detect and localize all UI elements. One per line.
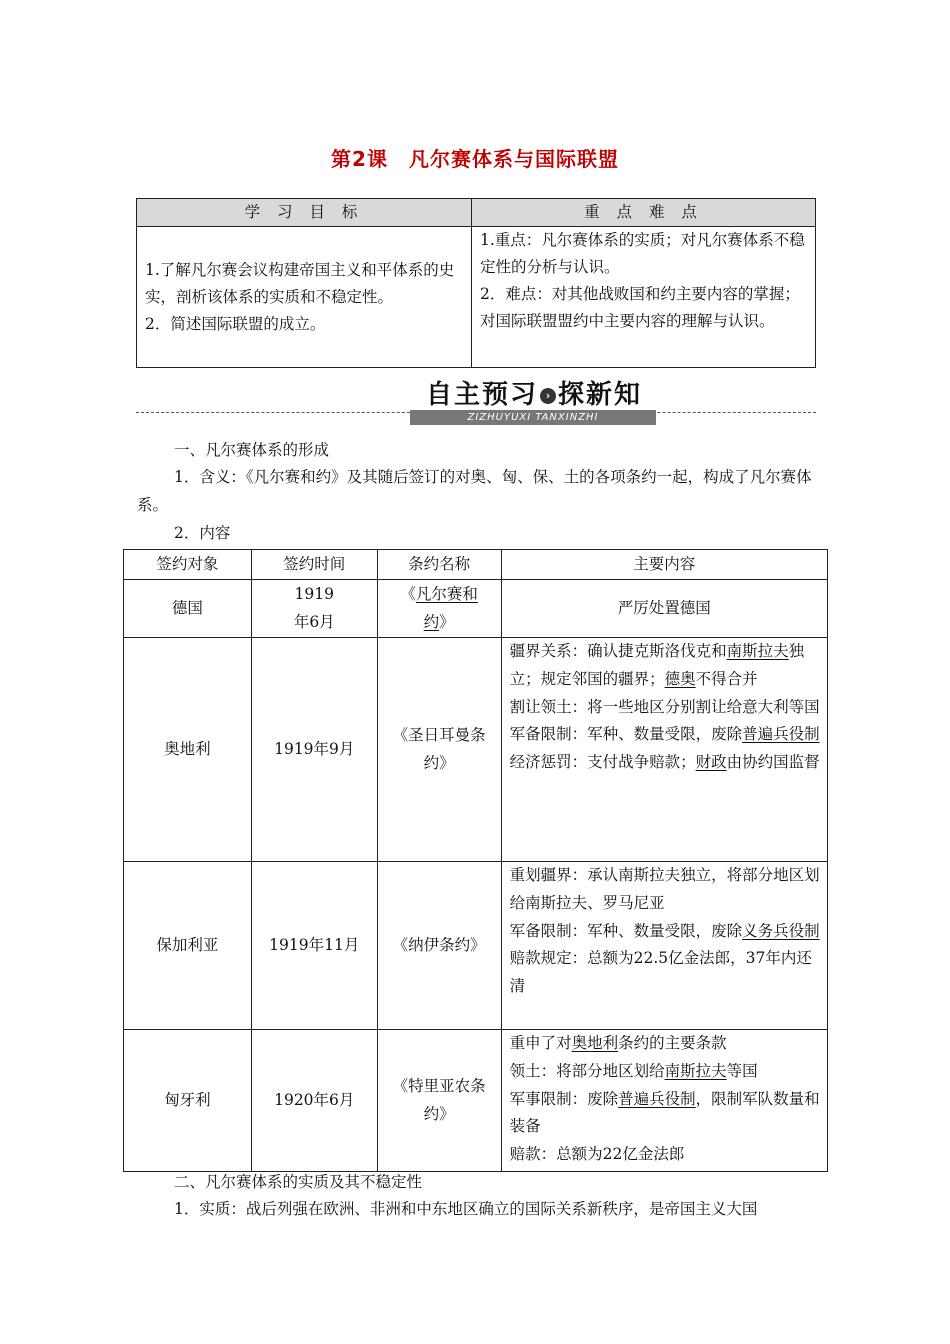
table-header: 签约时间 <box>251 550 377 580</box>
content-line <box>510 721 821 749</box>
content-text: 重申了对 <box>509 1034 572 1052</box>
content-cell <box>501 638 827 862</box>
party-cell: 保加利亚 <box>124 862 252 1030</box>
table-header: 主要内容 <box>501 550 827 580</box>
content-line <box>510 1058 821 1086</box>
content-line: 赔款：总额为22亿金法郎 <box>509 1145 685 1164</box>
content-text: 军备限制：军种、数量受限，废除 <box>509 921 743 940</box>
table-row <box>124 862 828 1030</box>
treaty-table <box>123 549 828 1172</box>
underlined-text: 普遍兵役制 <box>618 1089 696 1108</box>
section-banner <box>410 374 656 426</box>
page-title: 第2课 凡尔赛体系与国际联盟 <box>331 147 619 171</box>
content-line <box>510 918 821 946</box>
party-cell: 德国 <box>124 580 252 638</box>
section1-paragraph-2: 2．内容 <box>174 524 231 542</box>
treaty-bracket: 》 <box>439 612 455 631</box>
content-line: 赔款规定：总额为22.5亿金法郎，37年内还清 <box>509 949 812 996</box>
banner-subtitle: ZIZHUYUXI TANXINZHI <box>410 410 656 425</box>
content-line: 割让领土：将一些地区分别割让给意大利等国 <box>509 697 820 716</box>
content-text: 疆界关系：确认捷克斯洛伐克和 <box>509 642 727 660</box>
content-text: 独立；规定邻国的疆界； <box>509 642 805 688</box>
party-cell: 匈牙利 <box>124 1030 252 1172</box>
section2-paragraph-1: 1．实质：战后列强在欧洲、非洲和中东地区确立的国际关系新秩序，是帝国主义大国 <box>174 1200 758 1218</box>
underlined-text: 普遍兵役制 <box>742 725 820 744</box>
time-cell: 1919年9月 <box>251 638 377 862</box>
section1-heading: 一、凡尔赛体系的形成 <box>174 441 330 459</box>
chevron-right-icon: › <box>540 388 556 404</box>
learning-goals-cell <box>137 227 472 368</box>
time-cell: 1919年6月 <box>251 580 377 638</box>
learning-goal-1: 1.了解凡尔赛会议构建帝国主义和平体系的史实，剖析该体系的实质和不稳定性。 <box>145 260 455 306</box>
treaty-cell: 《圣日耳曼条约》 <box>377 638 501 862</box>
content-text: 经济惩罚：支付战争赔款； <box>509 753 696 772</box>
table-row <box>124 638 828 862</box>
key-point-1: 1.重点：凡尔赛体系的实质；对凡尔赛体系不稳定性的分析与认识。 <box>480 231 805 276</box>
treaty-cell: 《特里亚农条约》 <box>377 1030 501 1172</box>
underlined-text: 德奥 <box>664 669 696 688</box>
key-points-cell <box>472 227 816 368</box>
banner-title-left: 自主预习 <box>426 380 539 410</box>
time-cell: 1919年11月 <box>251 862 377 1030</box>
banner-title-right: 探新知 <box>558 380 643 410</box>
content-line <box>510 749 821 777</box>
party-cell: 奥地利 <box>124 638 252 862</box>
content-line: 重划疆界：承认南斯拉夫独立，将部分地区划给南斯拉夫、罗马尼亚 <box>509 866 820 912</box>
section2-heading: 二、凡尔赛体系的实质及其不稳定性 <box>174 1173 423 1191</box>
underlined-text: 义务兵役制 <box>742 921 820 940</box>
content-text: 领土：将部分地区划给 <box>509 1061 665 1080</box>
content-line <box>510 1030 821 1058</box>
objectives-header-right: 重 点 难 点 <box>472 199 816 227</box>
content-text: 等国 <box>726 1061 758 1080</box>
content-cell: 严厉处置德国 <box>501 580 827 638</box>
table-header: 条约名称 <box>377 550 501 580</box>
content-line <box>510 638 821 694</box>
learning-goal-2: 2．简述国际联盟的成立。 <box>145 314 326 333</box>
content-text: 由协约国监督 <box>726 753 820 772</box>
underlined-text: 南斯拉夫 <box>664 1061 727 1080</box>
treaty-bracket: 《 <box>400 584 416 603</box>
treaty-cell: 《纳伊条约》 <box>377 862 501 1030</box>
content-text: 条约的主要条款 <box>618 1034 727 1052</box>
content-line <box>510 1086 821 1142</box>
time-cell: 1920年6月 <box>251 1030 377 1172</box>
content-cell <box>501 1030 827 1172</box>
underlined-text: 奥地利 <box>571 1034 619 1052</box>
underlined-text: 财政 <box>695 753 727 772</box>
table-row <box>124 580 828 638</box>
treaty-name: 凡尔赛和约 <box>415 584 478 631</box>
table-header: 签约对象 <box>124 550 252 580</box>
treaty-cell <box>377 580 501 638</box>
objectives-header-left: 学 习 目 标 <box>137 199 472 227</box>
content-text: 不得合并 <box>695 669 758 688</box>
objectives-table <box>136 198 816 368</box>
content-text: 军备限制：军种、数量受限，废除 <box>509 725 743 744</box>
content-text: ，限制军队数量和装备 <box>509 1089 820 1136</box>
content-text: 军事限制：废除 <box>509 1089 619 1108</box>
underlined-text: 南斯拉夫 <box>726 642 789 660</box>
section1-paragraph-1: 1．含义：《凡尔赛和约》及其随后签订的对奥、匈、保、土的各项条约一起，构成了凡尔赛体系。 <box>137 468 812 514</box>
table-row <box>124 1030 828 1172</box>
key-point-2: 2．难点：对其他战败国和约主要内容的掌握；对国际联盟盟约中主要内容的理解与认识。 <box>480 285 800 330</box>
content-cell <box>501 862 827 1030</box>
